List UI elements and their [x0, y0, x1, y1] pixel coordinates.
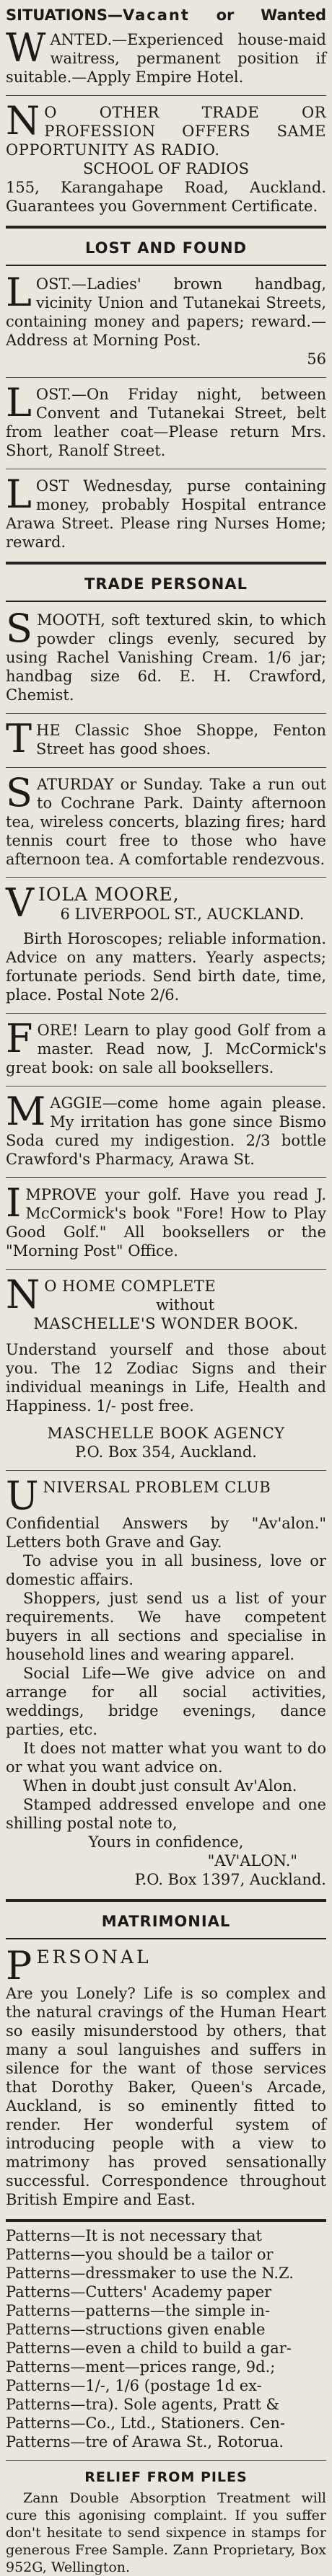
relief-piles-heading: RELIEF FROM PILES — [84, 2469, 248, 2485]
ad-box: P.O. Box 1397, Auckland. — [134, 1871, 326, 1888]
pattern-line: Patterns—patterns—the simple in- — [6, 2302, 271, 2319]
ad-paragraph: When in doubt just consult Av'Alon. — [23, 1777, 297, 1794]
drop-cap: S — [6, 606, 32, 651]
vacant-label: Vacant — [122, 6, 190, 24]
ad-signature: "AV'ALON." — [207, 1852, 297, 1869]
ad-paragraph: Shoppers, just send us a list of your requirements. We have competent buyers in all sections and specialise in household lines and wearing apparel. — [6, 1590, 326, 1663]
pattern-line: Patterns—Co., Ltd., Stationers. Cen- — [6, 2415, 285, 2432]
pattern-line: Patterns—tre of Arawa St., Rotorua. — [6, 2433, 284, 2451]
ad-lost-purse — [6, 472, 326, 552]
ad-text: ANTED.—Experienced house-maid waitress, permanent position if suitable.—Apply Empire Hotel. — [6, 31, 326, 86]
ad-text: MOOTH, soft textured skin, to which powder clings evenly, secured by using Rachel Vanishing Cream. 1/6 jar; handbag size 6d. E. H. Crawford, Chemist. — [6, 611, 326, 704]
ad-patterns — [6, 2226, 326, 2451]
ad-address: 155, Karangahape Road, Auckland. Guarantees you Government Certificate. — [6, 179, 326, 215]
pattern-line: Patterns—1/-, 1/6 (postage 1d ex- — [6, 2377, 262, 2394]
drop-cap: I — [6, 1180, 22, 1226]
ad-paragraph: Social Life—We give advice on and arrange for all social activities, weddings, bridge evenings, dance parties, etc. — [6, 1665, 326, 1738]
ad-agency: MASCHELLE BOOK AGENCY — [47, 1425, 285, 1442]
matrimonial-heading: MATRIMONIAL — [6, 1906, 326, 1939]
ad-text: OST Wednesday, purse containing money, probably Hospital entrance Arawa Street. Please ring Nurses Home; reward. — [6, 477, 326, 551]
situations-title: SITUATIONS — [6, 6, 108, 24]
ad-book-title: MASCHELLE'S WONDER BOOK. — [33, 1315, 299, 1332]
ad-title: ERSONAL — [36, 1947, 152, 1968]
ad-text: OST.—Ladies' brown handbag, vicinity Union and Tutanekai Streets, containing money and papers; reward.—Address at Morning Post. — [6, 275, 326, 349]
drop-cap: N — [6, 98, 40, 143]
pattern-line: Patterns—even a child to build a gar- — [6, 2340, 292, 2357]
ad-title: O HOME COMPLETE — [44, 1278, 217, 1295]
ad-text: AGGIE—come home again please. My irritation has gone since Bismo Soda cured my indigestion. 2/3 bottle Crawford's Pharmacy, Arawa St. — [6, 1094, 326, 1168]
ad-text: HE Classic Shoe Shoppe, Fenton Street has good shoes. — [36, 722, 326, 758]
ad-problem-club — [6, 1473, 326, 1889]
drop-cap: P — [6, 1943, 32, 1988]
ad-paragraph: To advise you in all business, love or domestic affairs. — [6, 1552, 326, 1588]
drop-cap: V — [6, 880, 34, 926]
ad-lost-belt — [6, 380, 326, 460]
ad-ref-number: 56 — [307, 350, 326, 368]
drop-cap: L — [6, 472, 32, 517]
drop-cap: U — [6, 1473, 39, 1518]
drop-cap: W — [6, 25, 46, 71]
ad-text: OST.—On Friday night, between Convent and Tutanekai Street, belt from leather coat—Please return Mrs. Short, Ranolf Street. — [6, 386, 326, 459]
ad-text: ORE! Learn to play good Golf from a master. Read now, J. McCormick's great book: on sale all booksellers. — [6, 1022, 326, 1076]
ad-viola-moore — [6, 880, 326, 1004]
ad-personal-matrimony — [6, 1943, 326, 2209]
pattern-line: Patterns—dressmaker to use the N.Z. — [6, 2265, 294, 2282]
ad-paragraph: It does not matter what you want to do or what you want advice on. — [6, 1740, 326, 1776]
ad-cochrane-park — [6, 770, 326, 869]
ad-relief-piles-text: Zann Double Absorption Treatment will cure this agonising complaint. If you suffer don't hesitate to send sixpence in stamps for generous Free Sample. Zann Proprietary, Box 952G, Wellington. — [6, 2490, 326, 2575]
ad-improve-golf — [6, 1180, 326, 1260]
situations-header: SITUATIONS—Vacant or Wanted — [6, 6, 326, 24]
drop-cap: F — [6, 1016, 33, 1061]
lost-found-heading: LOST AND FOUND — [6, 233, 326, 266]
ad-text: MPROVE your golf. Have you read J. McCormick's book "Fore! How to Play Good Golf." All booksellers or the "Morning Post" Office. — [6, 1186, 326, 1260]
pattern-line: Patterns—tra). Sole agents, Pratt & — [6, 2396, 280, 2413]
or-label: or — [216, 6, 235, 24]
pattern-line: Patterns—It is not necessary that — [6, 2227, 262, 2244]
ad-title: IOLA MOORE, — [38, 884, 180, 905]
ad-text: Birth Horoscopes; reliable information. Advice on any matters. Yearly aspects; fortunate periods. Send birth date, time, place. Postal Note 2/6. — [6, 930, 326, 1004]
ad-maschelle-book — [6, 1272, 326, 1461]
ad-text: ATURDAY or Sunday. Take a run out to Cochrane Park. Dainty afternoon tea, wireless concerts, blazing fires; hard tennis court free to those who have afternoon tea. A comfortable rendezvous. — [6, 776, 326, 868]
ad-title: NIVERSAL PROBLEM CLUB — [43, 1479, 271, 1496]
drop-cap: L — [6, 380, 32, 425]
ad-text: Are you Lonely? Life is so complex and the natural cravings of the Human Heart so easily misunderstood by others, that many a soul languishes and suffers in silence for the want of those services that Dorothy Baker, Queen's Arcade, Auckland, is so eminently fitted to render. Her wonderful system of introducing people with a view to matrimony has proved sensationally successful. Correspondence throughout British Empire and East. — [6, 1985, 326, 2208]
ad-subtitle: without — [155, 1296, 215, 1314]
wanted-label: Wanted — [261, 6, 326, 24]
ad-maggie — [6, 1089, 326, 1169]
ad-box: P.O. Box 354, Auckland. — [75, 1443, 257, 1461]
ad-fore-golf — [6, 1016, 326, 1077]
ad-wanted-housemaid — [6, 25, 326, 87]
trade-personal-heading: TRADE PERSONAL — [6, 569, 326, 602]
drop-cap: T — [6, 716, 32, 761]
ad-shoe-shoppe — [6, 716, 326, 761]
pattern-line: Patterns—you should be a tailor or — [6, 2246, 274, 2263]
ad-text: Understand yourself and those about you. The 12 Zodiac Signs and their individual meanings in Life, Health and Happiness. 1/- post free. — [6, 1341, 326, 1415]
pattern-line: Patterns—ment—prices range, 9d.; — [6, 2358, 276, 2376]
ad-address: 6 LIVERPOOL ST., AUCKLAND. — [60, 906, 305, 923]
ad-text: O OTHER TRADE OR PROFESSION OFFERS SAME OPPORTUNITY AS RADIO. — [6, 104, 326, 159]
drop-cap: N — [6, 1272, 40, 1317]
ad-lost-handbag — [6, 270, 326, 368]
ad-signoff: Yours in confidence, — [88, 1833, 244, 1851]
pattern-line: Patterns—structions given enable — [6, 2321, 266, 2338]
ad-radio-school — [6, 98, 326, 216]
drop-cap: S — [6, 770, 32, 815]
drop-cap: L — [6, 270, 32, 315]
drop-cap: M — [6, 1089, 46, 1134]
pattern-line: Patterns—Cutters' Academy paper — [6, 2283, 272, 2301]
ad-subtitle: SCHOOL OF RADIOS — [83, 160, 249, 177]
ad-smooth-skin — [6, 606, 326, 704]
ad-paragraph: Confidential Answers by "Av'alon." Letters both Grave and Gay. — [6, 1515, 326, 1551]
ad-paragraph: Stamped addressed envelope and one shilling postal note to, — [6, 1796, 326, 1832]
